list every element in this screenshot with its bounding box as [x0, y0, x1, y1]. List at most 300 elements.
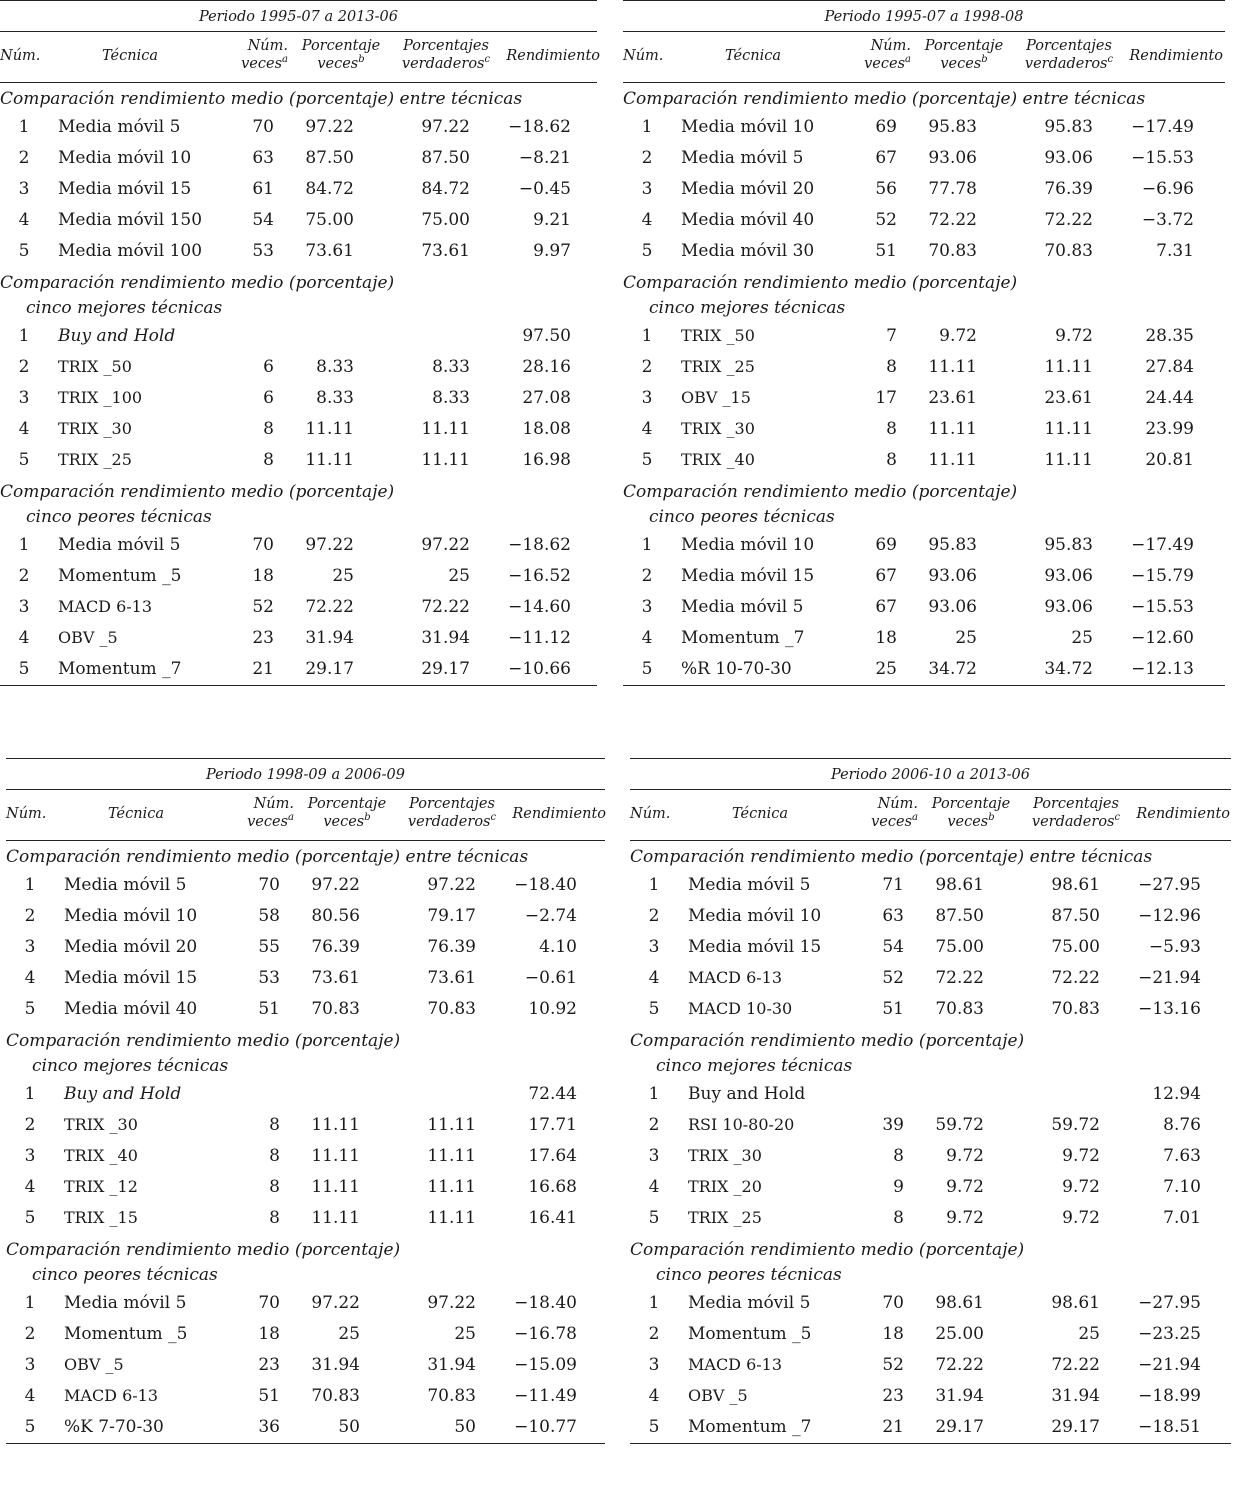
row-rendimiento: 9.21: [533, 210, 571, 230]
section-title-line2: cinco mejores técnicas: [649, 298, 846, 318]
header-num-veces-line1: Núm.: [253, 796, 294, 812]
header-rendimiento: Rendimiento: [1136, 806, 1230, 822]
row-tecnica: RSI 10-80-20: [688, 1115, 795, 1134]
row-porcentaje: 75.00: [935, 937, 984, 957]
row-tecnica: Media móvil 5: [688, 875, 811, 895]
header-num: Núm.: [623, 48, 664, 64]
row-porcentaje-verdadero: 11.11: [427, 1208, 476, 1228]
row-rendimiento: −17.49: [1131, 117, 1194, 137]
column-headers: [6, 790, 605, 841]
row-num-veces: 23: [252, 628, 274, 648]
table-row: [6, 1141, 605, 1172]
row-num: 5: [648, 1417, 660, 1437]
header-rendimiento: Rendimiento: [512, 806, 606, 822]
row-num-veces: 54: [252, 210, 274, 230]
row-porcentaje: 11.11: [928, 357, 977, 377]
header-porcentajes-verdaderos-line2-text: verdaderos: [1031, 814, 1115, 830]
section-title-line2: cinco peores técnicas: [656, 1265, 842, 1285]
header-porcentaje-line2: [296, 55, 386, 73]
section-title-line1: Comparación rendimiento medio (porcentaje) entre técnicas: [6, 847, 529, 867]
row-rendimiento: −15.09: [514, 1355, 577, 1375]
row-rendimiento: −14.60: [508, 597, 571, 617]
row-tecnica: TRIX _25: [58, 450, 132, 469]
row-porcentaje: 72.22: [305, 597, 354, 617]
row-num: 5: [641, 241, 653, 261]
row-num: 2: [18, 357, 30, 377]
row-tecnica: %R 10-70-30: [681, 659, 792, 679]
row-porcentaje-verdadero: 72.22: [1051, 968, 1100, 988]
row-rendimiento: −27.95: [1138, 1293, 1201, 1313]
table-row: [6, 1172, 605, 1203]
row-porcentaje: 59.72: [935, 1115, 984, 1135]
row-porcentaje-verdadero: 70.83: [1044, 241, 1093, 261]
row-num: 2: [18, 148, 30, 168]
row-num: 3: [24, 1146, 36, 1166]
section: [0, 83, 597, 267]
row-porcentaje-verdadero: 70.83: [1051, 999, 1100, 1019]
header-num-veces-line2: [853, 55, 911, 73]
section: [6, 841, 605, 1025]
row-tecnica: Media móvil 10: [64, 906, 198, 926]
table-row: [0, 143, 597, 174]
row-tecnica: TRIX _50: [681, 326, 755, 345]
bottom-rule: [630, 1443, 1231, 1444]
row-num: 4: [18, 419, 30, 439]
row-porcentaje-verdadero: 29.17: [1051, 1417, 1100, 1437]
row-tecnica: OBV _5: [64, 1355, 124, 1374]
row-rendimiento: 23.99: [1145, 419, 1194, 439]
row-rendimiento: 4.10: [539, 937, 577, 957]
row-num: 5: [18, 241, 30, 261]
header-porcentajes-verdaderos-line1: Porcentajes: [403, 38, 489, 54]
row-num: 5: [24, 1208, 36, 1228]
row-num: 1: [18, 326, 30, 346]
row-rendimiento: −27.95: [1138, 875, 1201, 895]
table-row: [6, 870, 605, 901]
section: [623, 83, 1225, 267]
row-porcentaje-verdadero: 70.83: [427, 999, 476, 1019]
table-row: [6, 1319, 605, 1350]
panel-1995-2013: [0, 0, 600, 686]
row-porcentaje-verdadero: 87.50: [1051, 906, 1100, 926]
header-num-veces-footnote: a: [905, 54, 911, 66]
table-row: [630, 1319, 1231, 1350]
table-row: [623, 623, 1225, 654]
row-tecnica: Media móvil 5: [64, 1293, 187, 1313]
header-porcentajes-verdaderos-footnote: c: [490, 812, 497, 824]
row-rendimiento: −21.94: [1138, 968, 1201, 988]
row-porcentaje-verdadero: 25: [454, 1324, 476, 1344]
header-porcentajes-verdaderos-line2-text: verdaderos: [407, 814, 491, 830]
row-tecnica: OBV _5: [58, 628, 118, 647]
row-tecnica: Buy and Hold: [688, 1084, 806, 1104]
row-num: 5: [24, 1417, 36, 1437]
row-tecnica: Media móvil 15: [58, 179, 192, 199]
row-porcentaje-verdadero: 97.22: [427, 1293, 476, 1313]
row-num-veces: 8: [893, 1208, 904, 1228]
row-porcentaje: 31.94: [311, 1355, 360, 1375]
row-tecnica: Media móvil 10: [681, 117, 815, 137]
row-num: 4: [18, 628, 30, 648]
row-porcentaje: 76.39: [311, 937, 360, 957]
row-tecnica: Media móvil 15: [64, 968, 198, 988]
row-num: 3: [24, 937, 36, 957]
row-num-veces: 8: [886, 419, 897, 439]
section-title-line1: Comparación rendimiento medio (porcentaje): [0, 273, 395, 293]
row-porcentaje-verdadero: 72.22: [421, 597, 470, 617]
row-num: 3: [648, 1355, 660, 1375]
row-tecnica: TRIX _12: [64, 1177, 138, 1196]
row-tecnica: MACD 6-13: [64, 1386, 159, 1405]
row-porcentaje: 97.22: [305, 117, 354, 137]
section: [630, 841, 1231, 1025]
row-num: 1: [641, 535, 653, 555]
row-tecnica: TRIX _30: [681, 419, 755, 438]
row-porcentaje-verdadero: 76.39: [427, 937, 476, 957]
row-num: 5: [641, 450, 653, 470]
row-tecnica: TRIX _50: [58, 357, 132, 376]
row-porcentaje-verdadero: 8.33: [432, 357, 470, 377]
panel-title: Periodo 2006-10 a 2013-06: [831, 767, 1030, 783]
header-porcentajes-verdaderos-line2-text: verdaderos: [401, 56, 485, 72]
row-rendimiento: 16.98: [522, 450, 571, 470]
header-num: Núm.: [6, 806, 47, 822]
header-porcentaje-line2: [919, 55, 1009, 73]
row-rendimiento: 9.97: [533, 241, 571, 261]
row-porcentaje: 70.83: [928, 241, 977, 261]
section-title: [6, 841, 605, 870]
row-tecnica: TRIX _30: [688, 1146, 762, 1165]
row-num: 5: [648, 1208, 660, 1228]
table-row: [6, 932, 605, 963]
header-porcentajes-verdaderos-line2-text: verdaderos: [1024, 56, 1108, 72]
row-rendimiento: −18.51: [1138, 1417, 1201, 1437]
row-tecnica: Media móvil 40: [64, 999, 198, 1019]
section-title-line1: Comparación rendimiento medio (porcentaje): [623, 273, 1018, 293]
header-porcentajes-verdaderos: [1016, 795, 1136, 831]
table-row: [623, 174, 1225, 205]
row-num-veces: 51: [258, 1386, 280, 1406]
row-porcentaje: 93.06: [928, 597, 977, 617]
row-porcentaje-verdadero: 50: [454, 1417, 476, 1437]
row-tecnica: Media móvil 5: [58, 117, 181, 137]
row-porcentaje-verdadero: 25: [448, 566, 470, 586]
row-porcentaje: 11.11: [928, 450, 977, 470]
table-row: [6, 1203, 605, 1234]
row-num-veces: 51: [882, 999, 904, 1019]
row-num-veces: 70: [258, 1293, 280, 1313]
header-rendimiento: Rendimiento: [506, 48, 600, 64]
header-porcentaje-line2: [926, 813, 1016, 831]
table-row: [630, 1110, 1231, 1141]
row-porcentaje-verdadero: 73.61: [421, 241, 470, 261]
row-porcentaje: 11.11: [305, 419, 354, 439]
row-tecnica: MACD 6-13: [58, 597, 153, 616]
row-rendimiento: −23.25: [1138, 1324, 1201, 1344]
row-rendimiento: 12.94: [1152, 1084, 1201, 1104]
header-porcentaje-footnote: b: [981, 54, 988, 66]
row-num: 3: [648, 937, 660, 957]
row-rendimiento: −0.61: [524, 968, 577, 988]
table-row: [0, 112, 597, 143]
row-porcentaje-verdadero: 93.06: [1044, 597, 1093, 617]
header-porcentaje: [296, 37, 386, 73]
row-porcentaje: 29.17: [305, 659, 354, 679]
row-num: 1: [641, 117, 653, 137]
row-num: 1: [18, 117, 30, 137]
row-rendimiento: −15.53: [1131, 148, 1194, 168]
row-num-veces: 67: [875, 566, 897, 586]
row-num: 5: [24, 999, 36, 1019]
table-row: [623, 445, 1225, 476]
bottom-rule: [623, 685, 1225, 686]
row-porcentaje: 9.72: [946, 1208, 984, 1228]
row-num-veces: 53: [252, 241, 274, 261]
row-rendimiento: 28.16: [522, 357, 571, 377]
row-tecnica: Buy and Hold: [58, 326, 176, 346]
row-rendimiento: 16.68: [528, 1177, 577, 1197]
row-num-veces: 25: [875, 659, 897, 679]
table-row: [6, 1350, 605, 1381]
row-porcentaje: 98.61: [935, 875, 984, 895]
row-porcentaje: 73.61: [311, 968, 360, 988]
table-row: [0, 654, 597, 685]
section: [623, 267, 1225, 476]
row-num-veces: 8: [269, 1146, 280, 1166]
row-num-veces: 18: [252, 566, 274, 586]
row-num: 2: [648, 906, 660, 926]
row-porcentaje-verdadero: 11.11: [1044, 450, 1093, 470]
row-rendimiento: 7.01: [1163, 1208, 1201, 1228]
row-porcentaje: 8.33: [316, 357, 354, 377]
row-rendimiento: −10.77: [514, 1417, 577, 1437]
header-porcentajes-verdaderos-footnote: c: [484, 54, 491, 66]
row-porcentaje: 95.83: [928, 117, 977, 137]
row-rendimiento: 10.92: [528, 999, 577, 1019]
table-row: [630, 1203, 1231, 1234]
row-num: 4: [641, 628, 653, 648]
header-porcentajes-verdaderos-line2: [392, 813, 512, 831]
header-num-veces: [860, 795, 918, 831]
row-porcentaje: 73.61: [305, 241, 354, 261]
header-porcentaje: [926, 795, 1016, 831]
row-porcentaje-verdadero: 23.61: [1044, 388, 1093, 408]
bottom-rule: [6, 1443, 605, 1444]
table-row: [630, 1172, 1231, 1203]
row-tecnica: OBV _15: [681, 388, 751, 407]
row-num: 2: [641, 566, 653, 586]
row-num-veces: 39: [882, 1115, 904, 1135]
row-porcentaje: 11.11: [311, 1115, 360, 1135]
header-porcentaje-line2: [302, 813, 392, 831]
row-num: 3: [641, 597, 653, 617]
row-num-veces: 8: [263, 450, 274, 470]
row-porcentaje: 70.83: [935, 999, 984, 1019]
row-tecnica: %K 7-70-30: [64, 1417, 164, 1437]
table-row: [0, 414, 597, 445]
row-rendimiento: −5.93: [1148, 937, 1201, 957]
row-tecnica: Media móvil 40: [681, 210, 815, 230]
row-num-veces: 9: [893, 1177, 904, 1197]
row-num-veces: 8: [893, 1146, 904, 1166]
row-tecnica: TRIX _25: [681, 357, 755, 376]
row-rendimiento: −11.49: [514, 1386, 577, 1406]
row-rendimiento: 8.76: [1163, 1115, 1201, 1135]
row-porcentaje-verdadero: 84.72: [421, 179, 470, 199]
table-row: [630, 1381, 1231, 1412]
row-tecnica: Media móvil 15: [688, 937, 822, 957]
row-num: 2: [648, 1115, 660, 1135]
row-porcentaje: 25: [955, 628, 977, 648]
row-porcentaje-verdadero: 8.33: [432, 388, 470, 408]
row-porcentaje: 34.72: [928, 659, 977, 679]
row-num: 4: [24, 968, 36, 988]
row-porcentaje: 70.83: [311, 999, 360, 1019]
table-row: [630, 1079, 1231, 1110]
row-num-veces: 63: [252, 148, 274, 168]
table-row: [630, 901, 1231, 932]
header-num-veces: [236, 795, 294, 831]
row-porcentaje: 11.11: [311, 1146, 360, 1166]
section-title: [6, 1234, 605, 1288]
row-porcentaje-verdadero: 9.72: [1062, 1177, 1100, 1197]
row-num: 1: [24, 1293, 36, 1313]
row-porcentaje: 87.50: [305, 148, 354, 168]
table-row: [630, 1350, 1231, 1381]
header-porcentaje-line1: Porcentaje: [307, 796, 387, 812]
row-tecnica: Momentum _7: [681, 628, 805, 648]
header-num-veces-footnote: a: [912, 812, 918, 824]
row-num-veces: 58: [258, 906, 280, 926]
row-porcentaje: 97.22: [311, 1293, 360, 1313]
table-row: [6, 1412, 605, 1443]
row-tecnica: Media móvil 5: [688, 1293, 811, 1313]
row-num-veces: 63: [882, 906, 904, 926]
row-rendimiento: −18.99: [1138, 1386, 1201, 1406]
row-porcentaje: 72.22: [928, 210, 977, 230]
header-tecnica: Técnica: [102, 48, 158, 64]
row-num: 4: [648, 1177, 660, 1197]
section-title-line1: Comparación rendimiento medio (porcentaje) entre técnicas: [623, 89, 1146, 109]
row-tecnica: TRIX _20: [688, 1177, 762, 1196]
section-title: [0, 476, 597, 530]
row-tecnica: TRIX _30: [64, 1115, 138, 1134]
row-porcentaje-verdadero: 75.00: [421, 210, 470, 230]
row-num: 4: [24, 1177, 36, 1197]
row-num-veces: 6: [263, 357, 274, 377]
header-num-veces-line1: Núm.: [870, 38, 911, 54]
table-row: [630, 963, 1231, 994]
row-rendimiento: −18.62: [508, 117, 571, 137]
row-porcentaje: 84.72: [305, 179, 354, 199]
row-num-veces: 23: [258, 1355, 280, 1375]
row-tecnica: MACD 10-30: [688, 999, 793, 1018]
header-porcentaje-line1: Porcentaje: [931, 796, 1011, 812]
table-row: [623, 352, 1225, 383]
row-porcentaje-verdadero: 76.39: [1044, 179, 1093, 199]
row-num-veces: 6: [263, 388, 274, 408]
row-num-veces: 21: [252, 659, 274, 679]
row-porcentaje-verdadero: 93.06: [1044, 148, 1093, 168]
header-porcentajes-verdaderos-line2: [386, 55, 506, 73]
row-num-veces: 52: [875, 210, 897, 230]
header-porcentaje-line2-text: veces: [940, 56, 982, 72]
row-num-veces: 51: [875, 241, 897, 261]
row-rendimiento: −16.78: [514, 1324, 577, 1344]
row-rendimiento: 7.63: [1163, 1146, 1201, 1166]
row-tecnica: MACD 6-13: [688, 1355, 783, 1374]
row-porcentaje-verdadero: 25: [1071, 628, 1093, 648]
row-num-veces: 8: [269, 1208, 280, 1228]
row-porcentaje: 8.33: [316, 388, 354, 408]
row-porcentaje: 50: [338, 1417, 360, 1437]
row-porcentaje-verdadero: 97.22: [421, 535, 470, 555]
row-num-veces: 7: [886, 326, 897, 346]
row-tecnica: Media móvil 20: [64, 937, 198, 957]
header-num-veces-line2-text: veces: [871, 814, 913, 830]
row-num: 3: [641, 388, 653, 408]
row-porcentaje-verdadero: 97.22: [421, 117, 470, 137]
row-porcentaje-verdadero: 98.61: [1051, 1293, 1100, 1313]
header-num-veces-line2-text: veces: [241, 56, 283, 72]
header-num-veces: [853, 37, 911, 73]
header-rendimiento: Rendimiento: [1129, 48, 1223, 64]
section-title-line1: Comparación rendimiento medio (porcentaje) entre técnicas: [0, 89, 523, 109]
row-porcentaje-verdadero: 87.50: [421, 148, 470, 168]
row-num: 2: [641, 357, 653, 377]
header-num-veces-line2: [860, 813, 918, 831]
row-tecnica: TRIX _100: [58, 388, 143, 407]
row-tecnica: TRIX _25: [688, 1208, 762, 1227]
row-tecnica: Momentum _7: [58, 659, 182, 679]
row-num: 1: [18, 535, 30, 555]
row-rendimiento: 27.08: [522, 388, 571, 408]
row-num: 4: [18, 210, 30, 230]
row-rendimiento: −6.96: [1141, 179, 1194, 199]
row-tecnica: TRIX _15: [64, 1208, 138, 1227]
table-row: [623, 592, 1225, 623]
table-row: [0, 205, 597, 236]
header-tecnica: Técnica: [732, 806, 788, 822]
row-porcentaje-verdadero: 72.22: [1044, 210, 1093, 230]
section: [6, 1025, 605, 1234]
row-porcentaje-verdadero: 9.72: [1062, 1208, 1100, 1228]
row-rendimiento: −18.40: [514, 1293, 577, 1313]
row-tecnica: MACD 6-13: [688, 968, 783, 987]
section-title-line2: cinco peores técnicas: [26, 507, 212, 527]
table-row: [6, 994, 605, 1025]
header-porcentajes-verdaderos-line1: Porcentajes: [1026, 38, 1112, 54]
table-row: [623, 561, 1225, 592]
row-porcentaje-verdadero: 9.72: [1062, 1146, 1100, 1166]
row-porcentaje-verdadero: 11.11: [1044, 357, 1093, 377]
section: [0, 267, 597, 476]
table-row: [630, 932, 1231, 963]
section-title: [630, 1025, 1231, 1079]
row-num: 5: [641, 659, 653, 679]
row-tecnica: TRIX _40: [64, 1146, 138, 1165]
table-row: [6, 1381, 605, 1412]
row-num-veces: 69: [875, 535, 897, 555]
row-rendimiento: 27.84: [1145, 357, 1194, 377]
table-row: [623, 205, 1225, 236]
header-porcentajes-verdaderos: [1009, 37, 1129, 73]
row-porcentaje-verdadero: 34.72: [1044, 659, 1093, 679]
table-row: [623, 143, 1225, 174]
table-row: [6, 963, 605, 994]
table-row: [623, 383, 1225, 414]
row-porcentaje: 87.50: [935, 906, 984, 926]
